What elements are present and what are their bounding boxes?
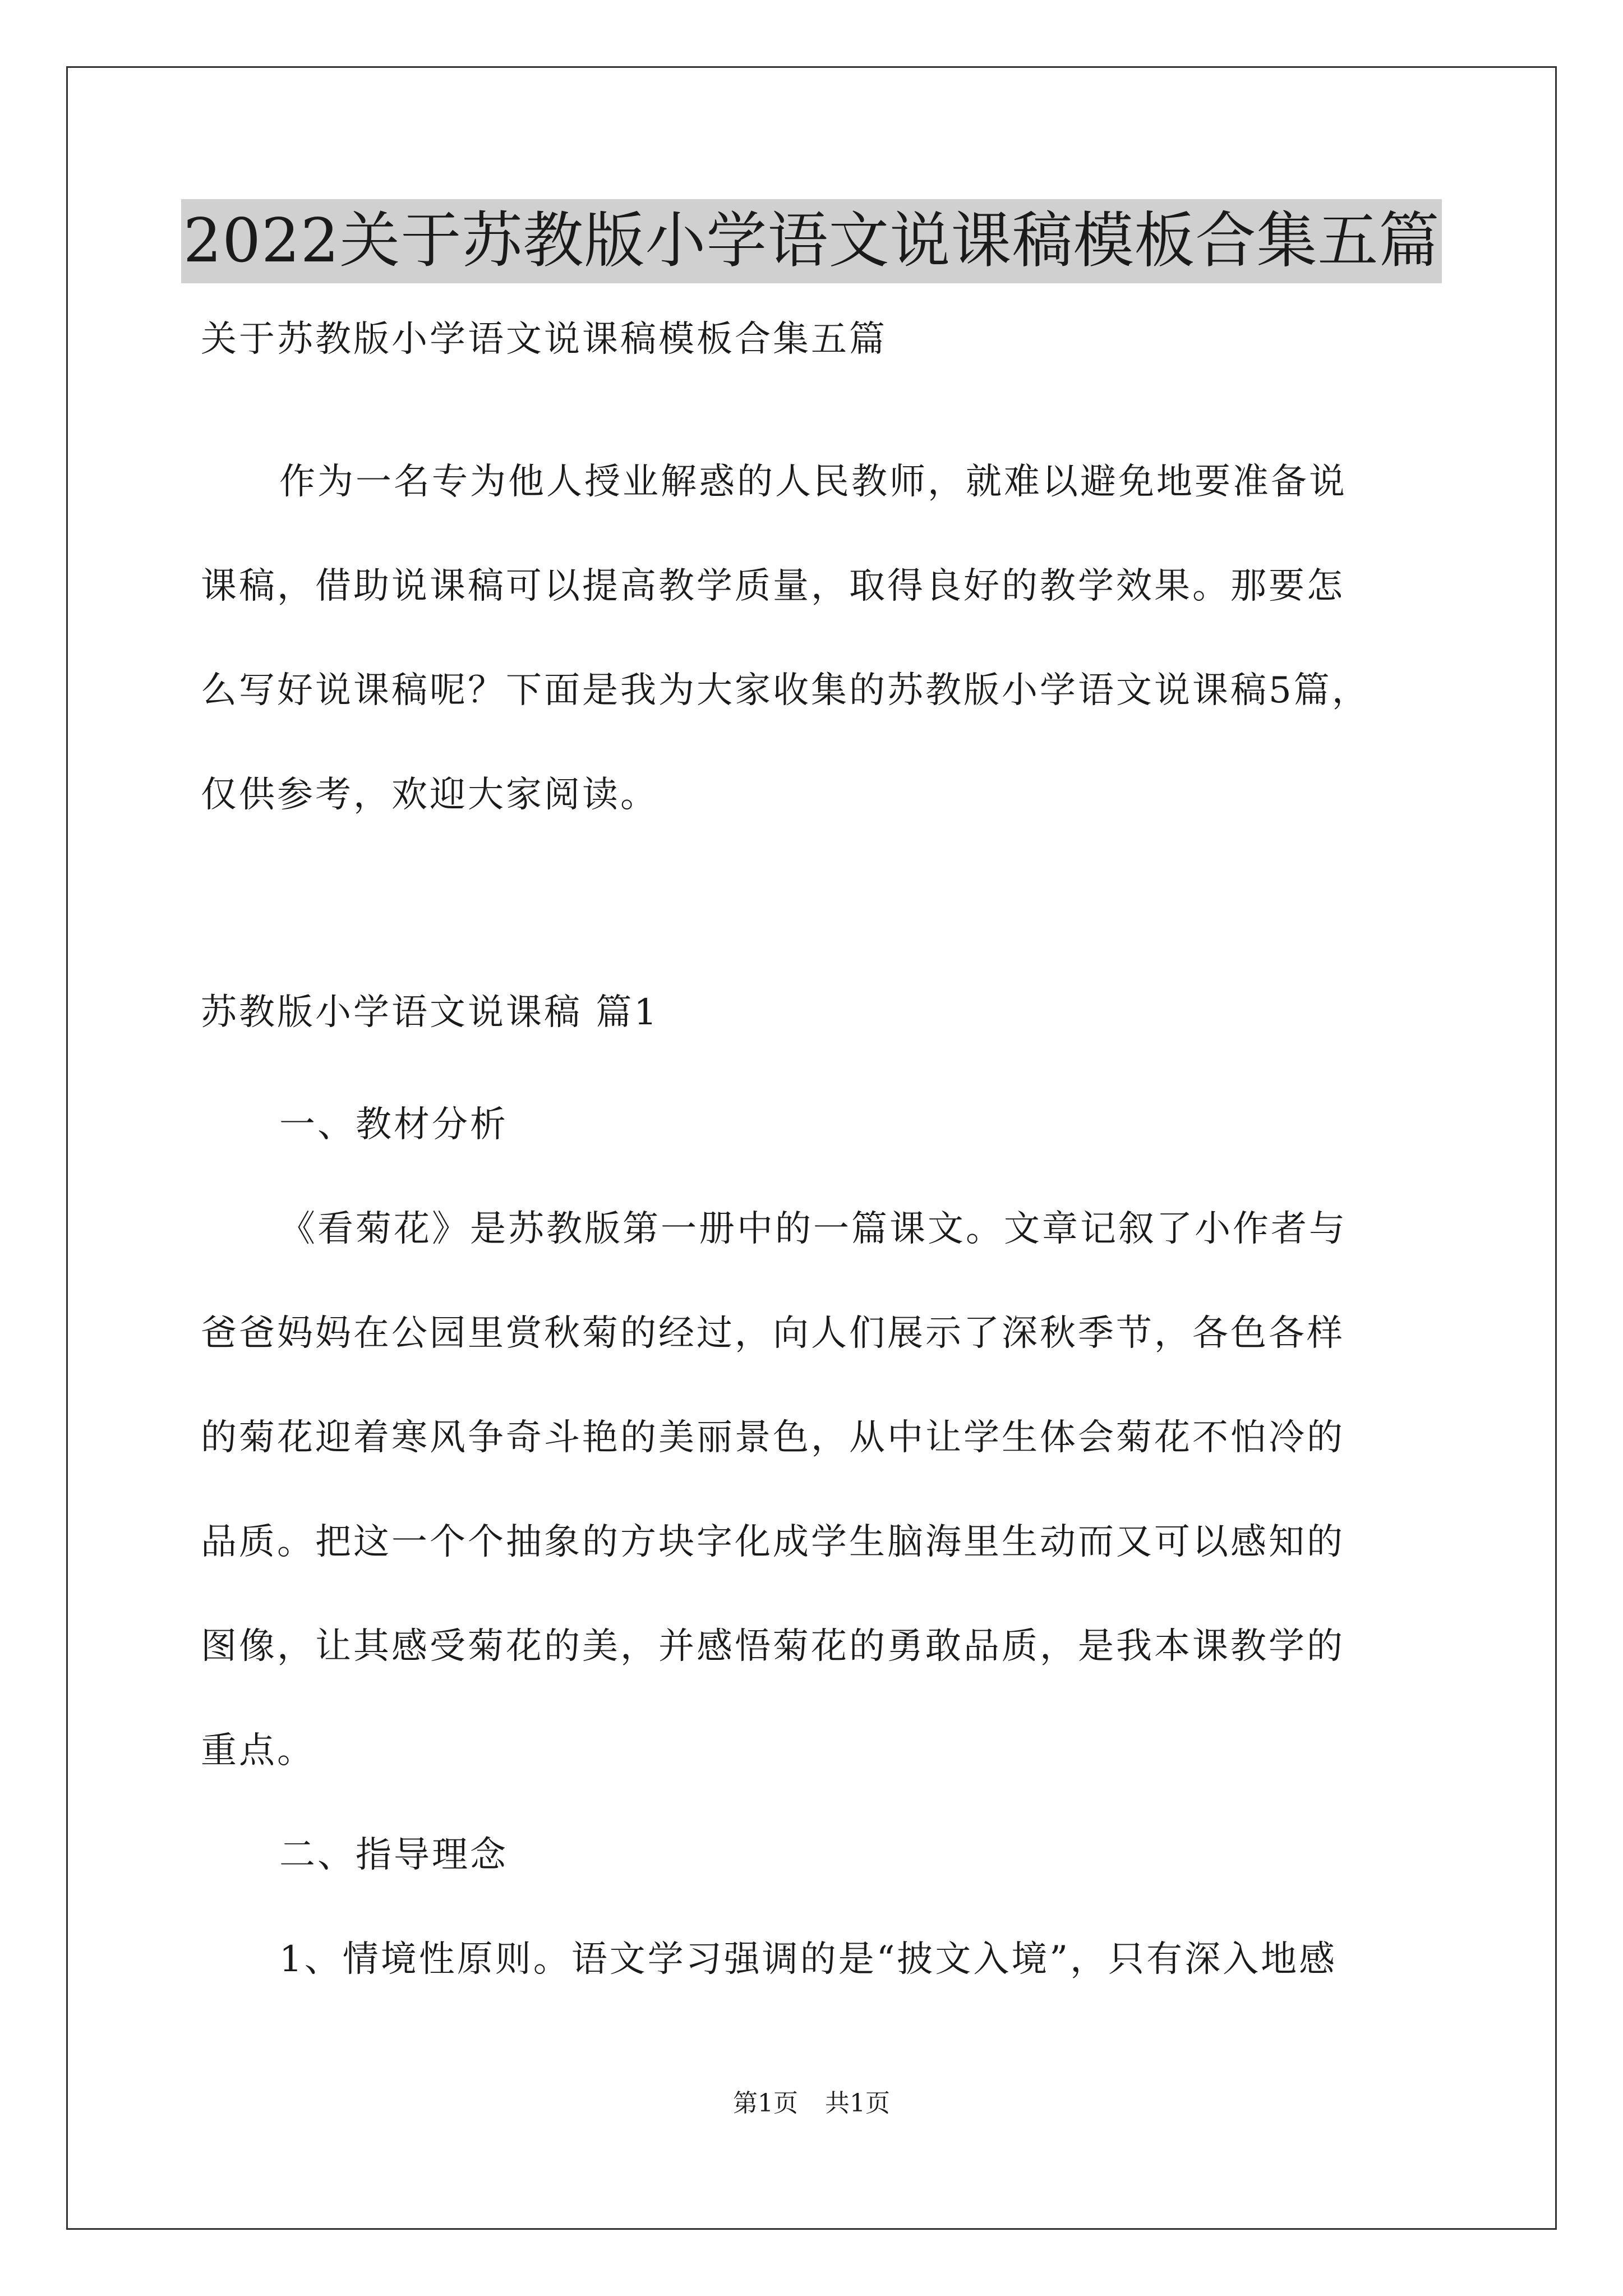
part1-line-6: 重点。 (201, 1730, 315, 1772)
document-subtitle: 关于苏教版小学语文说课稿模板合集五篇 (201, 319, 887, 360)
page-total: 共1页 (825, 2089, 890, 2118)
part2-heading: 二、指导理念 (279, 1834, 508, 1876)
part1-line-3: 的菊花迎着寒风争奇斗艳的美丽景色，从中让学生体会菊花不怕冷的 (201, 1417, 1345, 1458)
page-footer (0, 2087, 1623, 2120)
intro-line-4: 仅供参考，欢迎大家阅读。 (201, 774, 658, 816)
section-heading: 苏教版小学语文说课稿 篇1 (201, 992, 660, 1033)
intro-line-3: 么写好说课稿呢？下面是我为大家收集的苏教版小学语文说课稿5篇， (201, 670, 1370, 711)
intro-line-1: 作为一名专为他人授业解惑的人民教师，就难以避免地要准备说 (279, 461, 1347, 503)
part1-line-4: 品质。把这一个个抽象的方块字化成学生脑海里生动而又可以感知的 (201, 1521, 1345, 1563)
part1-heading: 一、教材分析 (279, 1104, 508, 1145)
page-number: 第1页 (733, 2089, 798, 2118)
document-title: 2022关于苏教版小学语文说课稿模板合集五篇 (181, 199, 1442, 283)
intro-line-2: 课稿，借助说课稿可以提高教学质量，取得良好的教学效果。那要怎 (201, 565, 1345, 607)
part1-line-1: 《看菊花》是苏教版第一册中的一篇课文。文章记叙了小作者与 (279, 1208, 1347, 1250)
part2-line-1: 1、情境性原则。语文学习强调的是“披文入境”，只有深入地感 (279, 1939, 1338, 1980)
title-container (0, 199, 1623, 283)
part1-line-5: 图像，让其感受菊花的美，并感悟菊花的勇敢品质，是我本课教学的 (201, 1626, 1345, 1667)
part1-line-2: 爸爸妈妈在公园里赏秋菊的经过，向人们展示了深秋季节，各色各样 (201, 1313, 1345, 1354)
